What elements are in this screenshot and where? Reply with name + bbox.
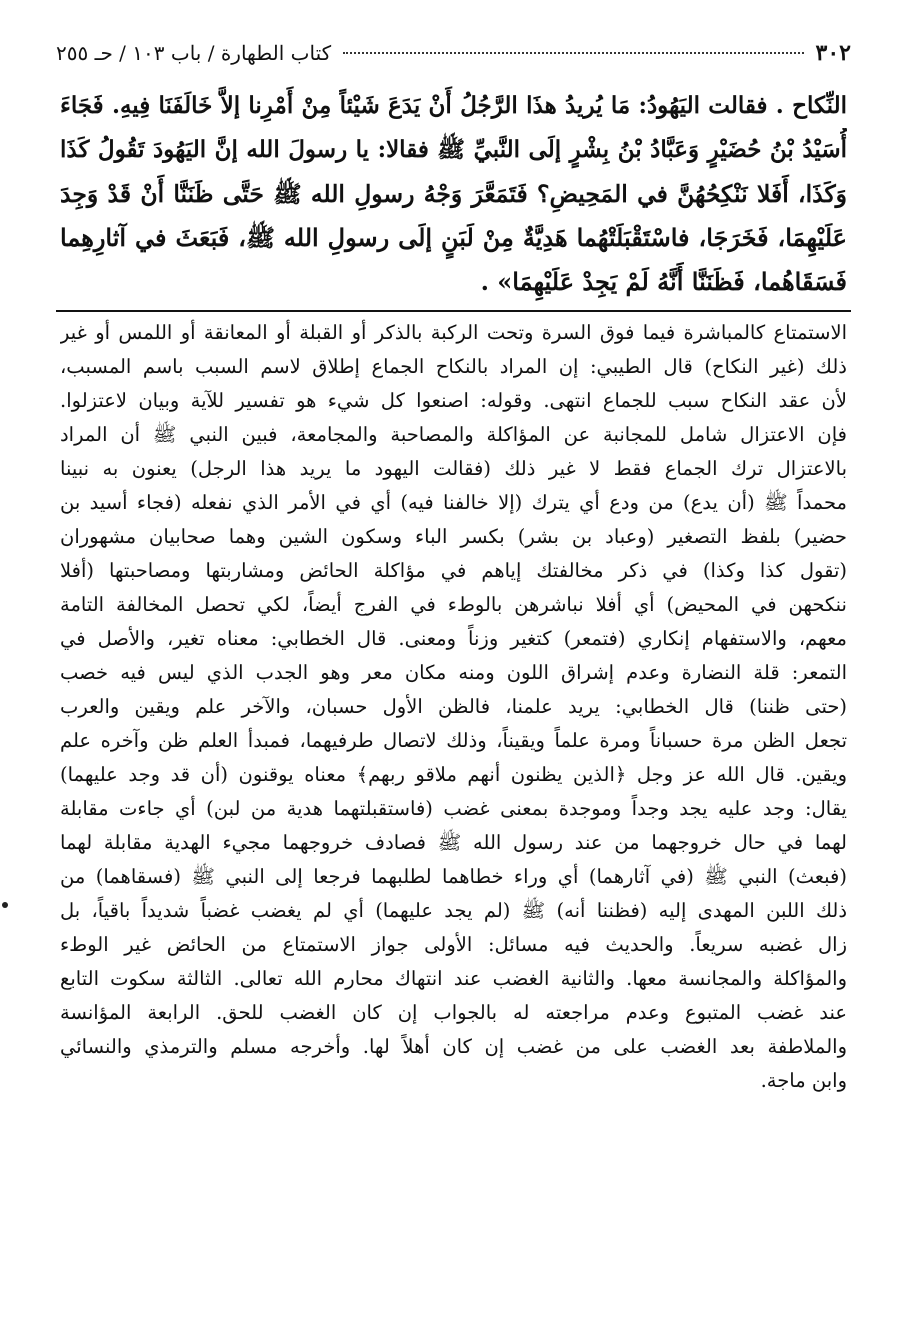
- commentary-line: (حتى ظننا) قال الخطابي: يريد علمنا، فالظن الأول حسبان، والآخر علم ويقين والعرب: [60, 695, 847, 718]
- commentary-line: (فبعث) النبي ﷺ (في آثارهما) أي وراء خطاهما لطلبهما فرجعا إلى النبي ﷺ (فسقاهما) من: [60, 865, 847, 888]
- commentary-line: التمعر: قلة النضارة وعدم إشراق اللون ومنه مكان معر وهو الجدب الذي ليس فيه خصب: [60, 661, 847, 684]
- running-title: كتاب الطهارة / باب ١٠٣ / حـ ٢٥٥: [56, 41, 332, 65]
- commentary-line: حضير) بلفظ التصغير (وعباد بن بشر) بكسر الباء وسكون الشين وهما صحابيان مشهوران: [60, 525, 847, 548]
- commentary-line: ذلك (غير النكاح) قال الطيبي: إن المراد بالنكاح الجماع إطلاق لاسم السبب باسم المسبب،: [60, 355, 847, 378]
- commentary-line: تجعل الظن مرة حسباناً ومرة علماً ويقيناً، وذلك لاتصال طرفيهما، فمبدأ العلم ظن وآخره علم: [60, 729, 847, 752]
- margin-dot: [2, 902, 8, 908]
- commentary-line: لهما في حال خروجهما من عند رسول الله ﷺ فصادف خروجهما مجيء الهدية مقابلة لهما: [60, 831, 847, 854]
- book-page: [56, 30, 851, 1098]
- commentary-line: وابن ماجة.: [760, 1069, 847, 1092]
- commentary-line: ويقين. قال الله عز وجل ﴿الذين يظنون أنهم ملاقو ربهم﴾ معناه يوقنون (أن قد وجد عليهما): [60, 763, 847, 786]
- commentary-line: يقال: وجد عليه يجد وجداً وموجدة بمعنى غضب (فاستقبلتهما هدية من لبن) أي جاءت مقابلة: [60, 797, 847, 820]
- commentary-line: الاستمتاع كالمباشرة فيما فوق السرة وتحت الركبة بالذكر أو القبلة أو المعانقة أو اللمس أو غير: [60, 321, 847, 344]
- hadith-line: النِّكاح . فقالت اليَهُودُ: مَا يُريدُ هذَا الرَّجُلُ أَنْ يَدَعَ شَيْئاً مِنْ أَمْرِنا إلاَّ خَالَفَنَا فِيهِ. فَجَاءَ: [60, 92, 847, 119]
- hadith-text: [56, 84, 851, 304]
- section-divider: [56, 310, 851, 312]
- hadith-line: فَسَقَاهُما، فَظَنَنَّا أَنَّهُ لَمْ يَجِدْ عَلَيْهِمَا» .: [480, 267, 847, 296]
- hadith-line: عَلَيْهِمَا، فَخَرَجَا، فاسْتَقْبَلَتْهُما هَدِيَّةٌ مِنْ لَبَنٍ إلَى رسولِ الله ﷺ، فَبَعَثَ في آثارِهِما: [60, 223, 847, 252]
- header-dotted-leader: [343, 52, 803, 54]
- commentary-text: [56, 316, 851, 1098]
- commentary-line: معهم، والاستفهام إنكاري (فتمعر) كتغير وزناً ومعنى. قال الخطابي: معناه تغير، والأصل في: [60, 627, 847, 650]
- hadith-line: أُسَيْدُ بْنُ حُضَيْرٍ وَعَبَّادُ بْنُ بِشْرٍ إلَى النَّبيِّ ﷺ فقالا: يا رسولَ الله إنَّ اليَهُودَ تَقُولُ كَذَا: [60, 136, 847, 163]
- commentary-line: محمداً ﷺ (أن يدع) من ودع أي يترك (إلا خالفنا فيه) أي في الأمر الذي نفعله (فجاء أسيد بن: [60, 491, 847, 514]
- commentary-line: والمؤاكلة والمجانسة معها. والثانية الغضب عند انتهاك محارم الله تعالى. الثالثة سكوت التابع: [60, 967, 847, 990]
- page-number: ٣٠٢: [815, 40, 851, 66]
- page-header: [56, 30, 851, 76]
- commentary-line: زال غضبه سريعاً. والحديث فيه مسائل: الأولى جواز الاستمتاع من الحائض غير الوطء: [60, 933, 847, 956]
- hadith-line: وَكَذَا، أَفَلا نَنْكِحُهُنَّ في المَحِيضِ؟ فَتَمَعَّرَ وَجْهُ رسولِ الله ﷺ حَتَّى ظَنَنَّا أَنْ قَدْ وَجِدَ: [60, 180, 847, 208]
- commentary-line: فإن الاعتزال شامل للمجانبة عن المؤاكلة والمصاحبة والمجامعة، فبين النبي ﷺ أن المراد: [60, 423, 847, 446]
- commentary-line: ننكحهن في المحيض) أي أفلا نباشرهن بالوطء في الفرج أيضاً، لكي تحصل المخالفة التامة: [60, 593, 847, 616]
- commentary-line: لأن عقد النكاح سبب للجماع انتهى. وقوله: اصنعوا كل شيء هو تفسير للآية وبيان لاعتزلوا.: [60, 389, 847, 412]
- commentary-line: عند غضب المتبوع وعدم مراجعته له بالجواب إن كان الغضب للحق. الرابعة المؤانسة: [60, 1001, 847, 1024]
- commentary-line: (تقول كذا وكذا) في ذكر مخالفتك إياهم في مؤاكلة الحائض ومشاربتها ومصاحبتها (أفلا: [60, 559, 847, 582]
- commentary-line: بالاعتزال ترك الجماع فقط لا غير ذلك (فقالت اليهود ما يريد هذا الرجل) يعنون به نبينا: [60, 457, 847, 480]
- commentary-line: ذلك اللبن المهدى إليه (فظننا أنه) ﷺ (لم يجد عليهما) أي لم يغضب غضباً شديداً باقياً، بل: [60, 899, 847, 922]
- commentary-line: والملاطفة بعد الغضب على من غضب إن كان أهلاً لها. وأخرجه مسلم والترمذي والنسائي: [60, 1035, 847, 1058]
